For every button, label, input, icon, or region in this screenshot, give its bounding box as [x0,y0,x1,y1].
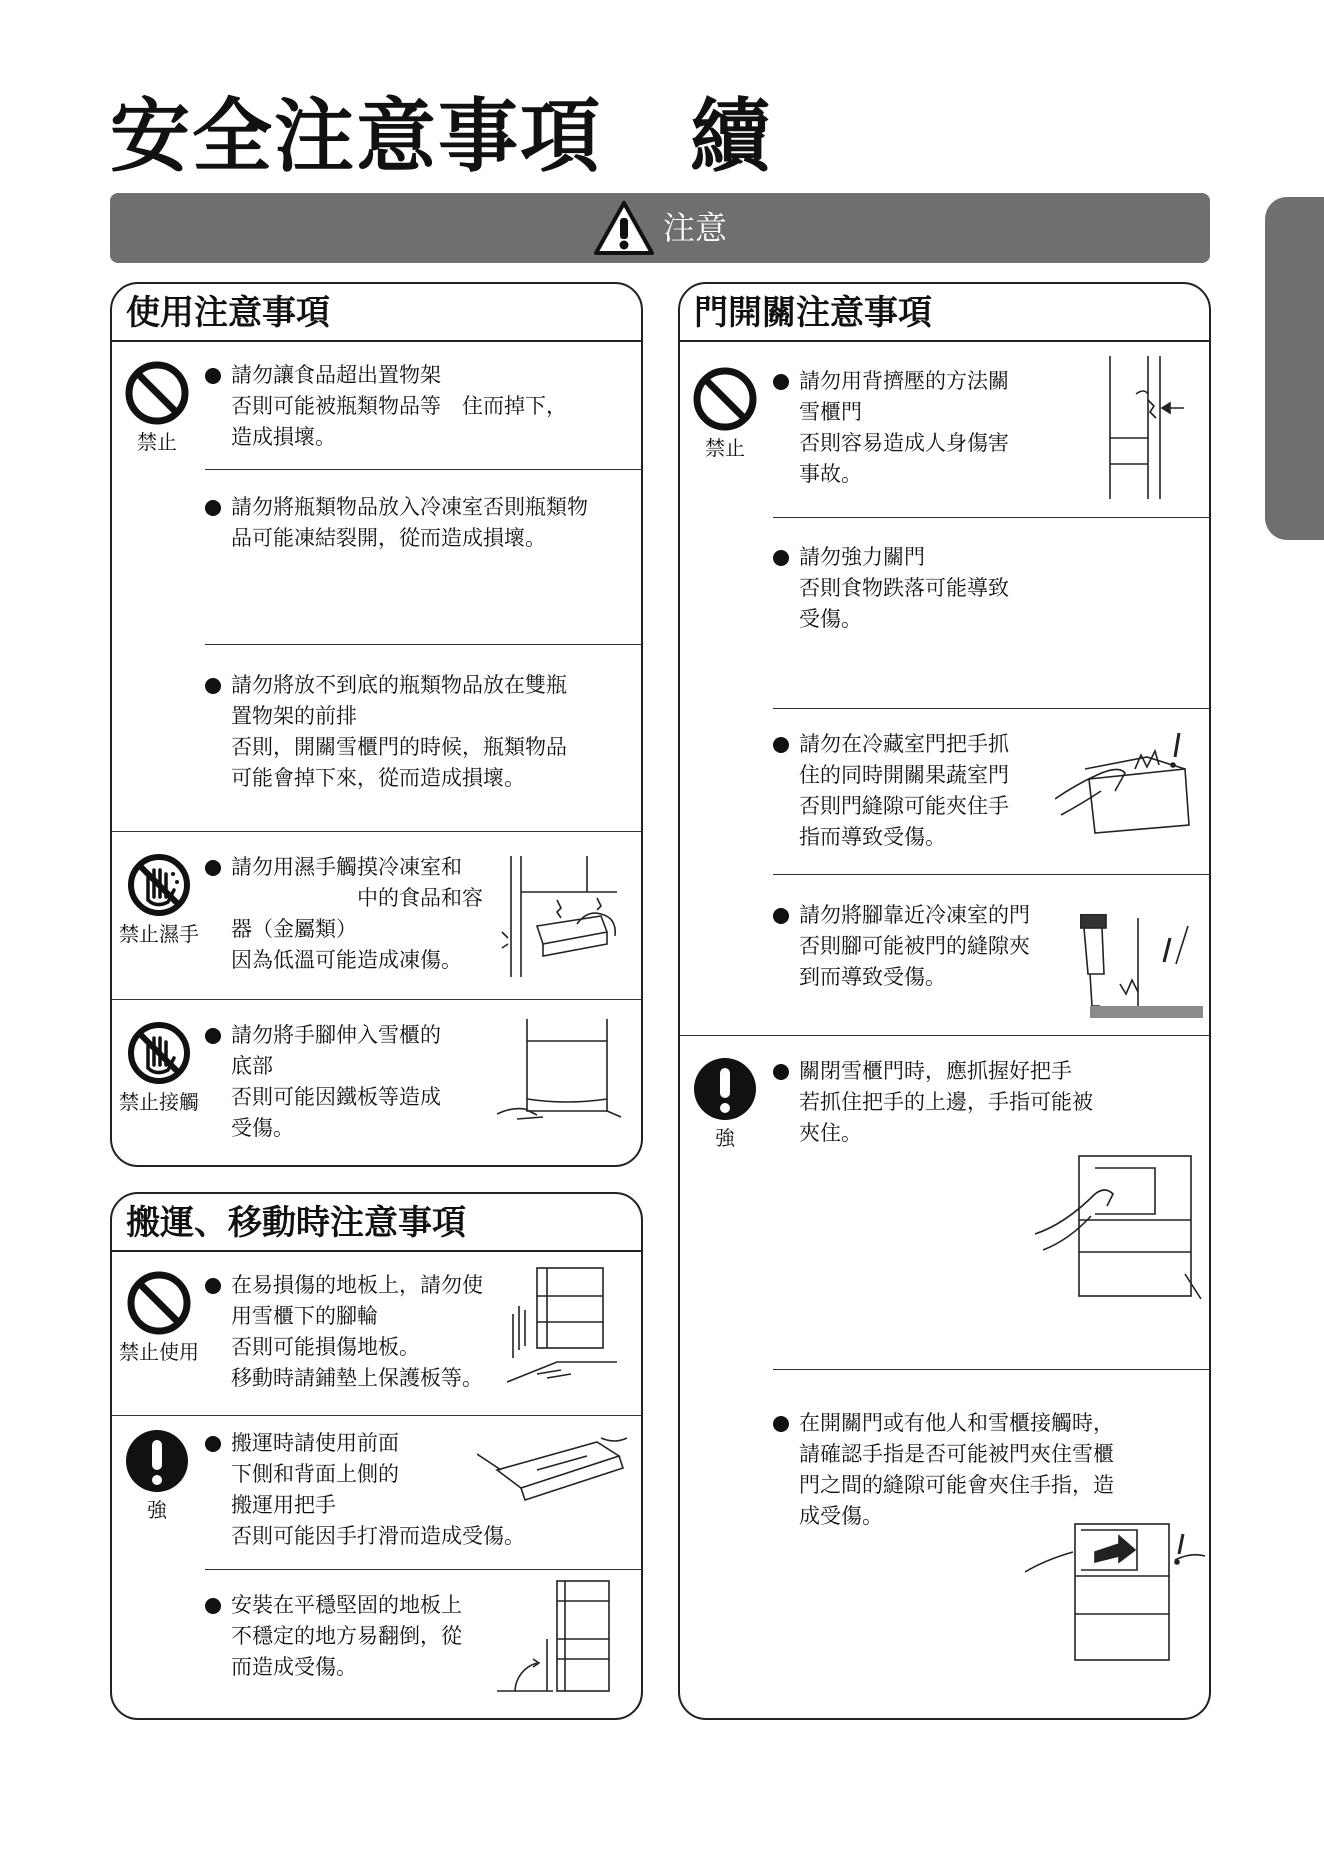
caster-floor-illustration [507,1266,622,1386]
back-press-door-illustration [1100,354,1200,499]
prohibit-symbol [685,366,765,462]
item-text-line: 受傷。 [231,1116,294,1140]
item-text-line: 住的同時開關果蔬室門 [799,763,1009,787]
usage-cautions-panel [110,282,643,1167]
item-text-line: 否則可能損傷地板。 [231,1335,420,1359]
divider [773,1369,1209,1370]
bullet-icon [205,1028,221,1044]
item-text-line: 在開關門或有他人和雪櫃接觸時， [799,1411,1114,1435]
no-wet-hands-icon [126,852,192,918]
page-title-continued: 續 [690,90,772,183]
item-text-line: 請勿將腳靠近冷凍室的門 [799,903,1030,927]
item-text-line: 搬運時請使用前面 [231,1431,399,1455]
item-text [231,360,567,453]
no-touch-label: 禁止接觸 [119,1090,199,1114]
item-text-line: 受傷。 [799,607,862,631]
foot-near-door-illustration [1080,914,1205,1024]
usage-cautions-heading: 使用注意事項 [126,293,330,333]
carrying-fridge-illustration [477,1434,627,1514]
item-text-line: 請勿用背擠壓的方法關 [799,369,1009,393]
caution-label: 注意 [662,209,727,247]
bullet-icon [773,1064,789,1080]
bullet-icon [205,500,221,516]
item-text-line: 事故。 [799,462,862,486]
mandatory-label: 強 [715,1126,735,1150]
bullet-icon [205,1598,221,1614]
wet-hands-symbol [114,852,204,948]
divider [112,1415,641,1416]
level-floor-illustration [497,1579,622,1694]
item-text-line: 否則可能被瓶類物品等 住而掉下， [231,394,567,418]
item-text-line: 下側和背面上側的 [231,1462,399,1486]
bullet-icon [773,908,789,924]
item-text-line: 否則門縫隙可能夾住手 [799,794,1009,818]
bullet-icon [205,860,221,876]
prohibit-icon [126,1270,192,1336]
mandatory-exclamation-icon [692,1056,758,1122]
divider [205,644,641,645]
bullet-icon [773,737,789,753]
item-text-line: 夾住。 [799,1121,862,1145]
divider [205,1569,641,1570]
item-text-line: 因為低溫可能造成凍傷。 [231,948,462,972]
item-text-line: 否則可能因手打滑而造成受傷。 [231,1524,525,1548]
finger-gap-illustration [1025,1522,1205,1662]
divider [773,517,1209,518]
item-text [231,1590,462,1683]
door-cautions-heading: 門開關注意事項 [694,293,932,333]
page-title-text: 安全注意事項 [110,90,602,183]
bullet-icon [773,374,789,390]
moving-cautions-heading: 搬運、移動時注意事項 [126,1203,466,1243]
item-text-line: 到而導致受傷。 [799,965,946,989]
divider [112,831,641,832]
item-text-line: 門之間的縫隙可能會夾住手指，造 [799,1473,1114,1497]
item-text [231,670,567,794]
mandatory-exclamation-icon [124,1428,190,1494]
item-text [799,1056,1093,1149]
mandatory-symbol [117,1428,197,1524]
item-text-line: 請勿讓食品超出置物架 [231,363,441,387]
item-text-line: 請確認手指是否可能被門夾住雪櫃 [799,1442,1114,1466]
item-text-line: 否則腳可能被門的縫隙夾 [799,934,1030,958]
item-text-line: 而造成受傷。 [231,1655,357,1679]
prohibit-use-symbol [114,1270,204,1366]
wet-hands-label: 禁止濕手 [119,922,199,946]
divider [680,1035,1209,1036]
item-text-line: 造成損壞。 [231,425,336,449]
item-text-line: 請勿將瓶類物品放入冷凍室否則瓶類物 [231,495,588,519]
item-text-line: 底部 [231,1054,273,1078]
item-text-line: 置物架的前排 [231,704,357,728]
item-text-line: 否則容易造成人身傷害 [799,431,1009,455]
warning-triangle-icon [593,200,655,256]
item-text [799,1408,1114,1532]
item-text-line: 器（金屬類） [231,917,357,941]
item-text [231,1020,441,1144]
door-cautions-panel [678,282,1211,1720]
prohibit-icon [124,360,190,426]
item-text-line: 指而導致受傷。 [799,825,946,849]
item-text [799,729,1009,853]
bullet-icon [773,550,789,566]
item-text-line: 移動時請鋪墊上保護板等。 [231,1366,483,1390]
panel-heading-rule [680,340,1209,342]
page-title [110,90,772,183]
divider [773,874,1209,875]
item-text-line: 請勿在冷藏室門把手抓 [799,732,1009,756]
item-text-line: 搬運用把手 [231,1493,336,1517]
item-text-line: 若抓住把手的上邊，手指可能被 [799,1090,1093,1114]
item-text-line: 品可能凍結裂開，從而造成損壞。 [231,526,546,550]
item-text-line: 在易損傷的地板上，請勿使 [231,1273,483,1297]
bullet-icon [205,1278,221,1294]
prohibit-symbol [117,360,197,456]
section-side-tab [1265,197,1324,540]
item-text-line: 否則食物跌落可能導致 [799,576,1009,600]
panel-heading-rule [112,340,641,342]
pinched-hand-drawer-illustration [1055,729,1203,839]
fridge-bottom-illustration [497,1019,627,1134]
item-text [799,542,1009,635]
item-text-line: 用雪櫃下的腳輪 [231,1304,378,1328]
item-text-line: 雪櫃門 [799,400,862,424]
item-text [799,366,1009,490]
freezer-drawer-illustration [497,852,622,977]
no-touch-icon [126,1020,192,1086]
mandatory-label: 強 [147,1498,167,1522]
item-text-line: 請勿強力關門 [799,545,925,569]
item-text-line: 安裝在平穩堅固的地板上 [231,1593,462,1617]
mandatory-symbol [685,1056,765,1152]
moving-cautions-panel [110,1192,643,1720]
divider [112,999,641,1000]
prohibit-use-label: 禁止使用 [119,1340,199,1364]
prohibit-label: 禁止 [705,436,745,460]
item-text-line: 請勿將放不到底的瓶類物品放在雙瓶 [231,673,567,697]
item-text-line: 關閉雪櫃門時，應抓握好把手 [799,1059,1072,1083]
item-text-line: 請勿用濕手觸摸冷凍室和 [231,855,462,879]
item-text [231,1270,483,1394]
item-text-line: 成受傷。 [799,1504,883,1528]
item-text [231,852,483,976]
prohibit-label: 禁止 [137,430,177,454]
divider [773,708,1209,709]
item-text-line: 可能會掉下來，從而造成損壞。 [231,766,525,790]
panel-heading-rule [112,1250,641,1252]
bullet-icon [773,1416,789,1432]
item-text-line: 中的食品和容 [231,886,483,910]
divider [205,469,641,470]
no-touch-symbol [114,1020,204,1116]
prohibit-icon [692,366,758,432]
caution-banner [110,193,1210,263]
item-text-line: 不穩定的地方易翻倒，從 [231,1624,462,1648]
bullet-icon [205,1436,221,1452]
item-text-line: 否則可能因鐵板等造成 [231,1085,441,1109]
item-text [231,492,588,554]
item-text-line: 請勿將手腳伸入雪櫃的 [231,1023,441,1047]
bullet-icon [205,678,221,694]
grip-handle-illustration [1035,1154,1203,1299]
item-text-line: 否則，開關雪櫃門的時候，瓶類物品 [231,735,567,759]
bullet-icon [205,368,221,384]
item-text [799,900,1030,993]
